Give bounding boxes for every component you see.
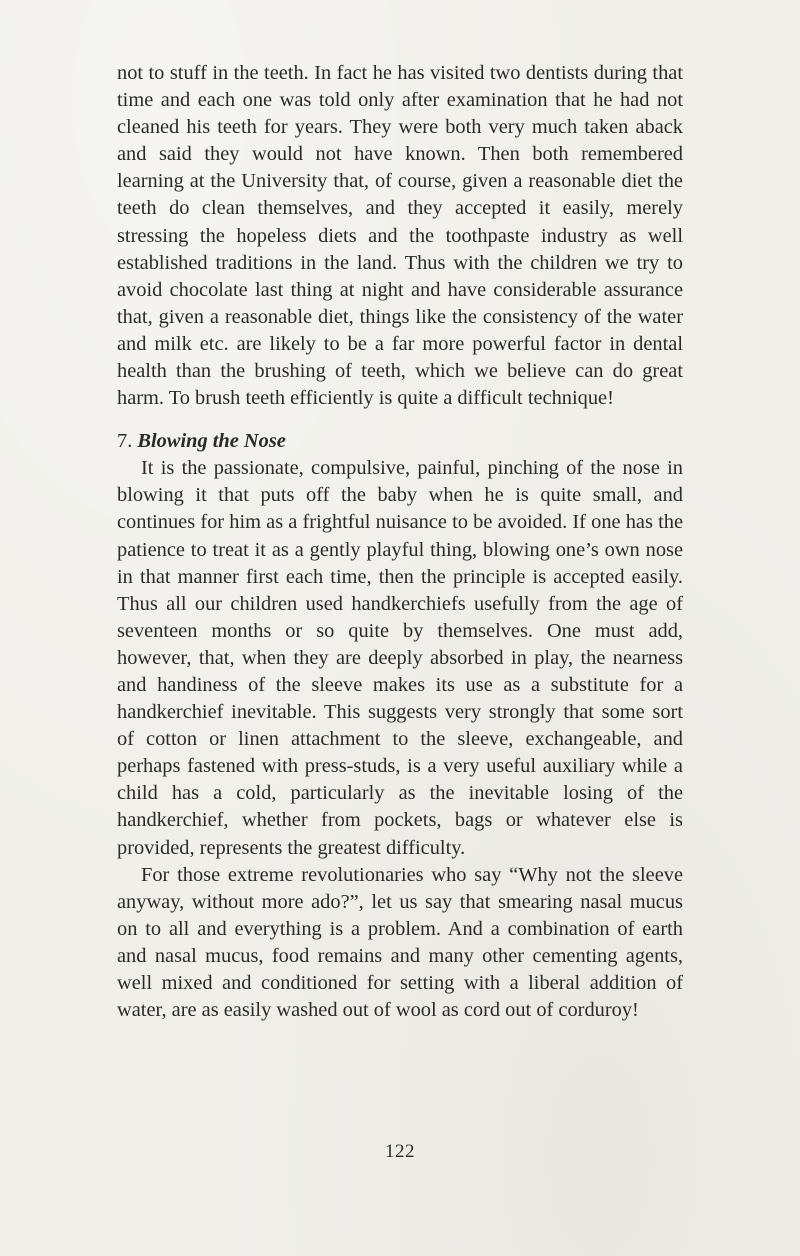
page-number: 122	[385, 1141, 415, 1162]
paragraph-blowing-nose: It is the passionate, compulsive, painful, pinching of the nose in blowing it that puts off the baby when he is quite small, and continues for him as a frightful nuisance to be avoided. If one has the patience to treat it as a gently playful thing, blowing one’s own nose in that manner first each time, then the principle is accepted easily. Thus all our children used handkerchiefs usefully from the age of seventeen months or so quite by themselves. One must add, however, that, when they are deeply absorbed in play, the nearness and handiness of the sleeve makes its use as a substitute for a handkerchief inevitable. This suggests very strongly that some sort of cotton or linen attachment to the sleeve, exchangeable, and perhaps fastened with press-studs, is a very useful auxiliary while a child has a cold, particularly as the inevitable losing of the handkerchief, whether from pockets, bags or whatever else is provided, represents the greatest difficulty.	[117, 457, 683, 859]
section-number: 7.	[117, 430, 133, 453]
paragraph-sleeve: For those extreme revolutionaries who say “Why not the sleeve anyway, without more ado?”, let us say that smearing nasal mucus on to all and everything is a problem. And a combination of earth and nasal mucus, food remains and many other cementing agents, well mixed and conditioned for setting with a liberal addition of water, are as easily washed out of wool as cord out of corduroy!	[117, 863, 683, 1022]
section-title: Blowing the Nose	[137, 430, 286, 453]
section-heading	[117, 428, 683, 455]
paragraph-dental-health: not to stuff in the teeth. In fact he has visited two dentists during that time and each one was told only after examination that he had not cleaned his teeth for years. They were both very much taken aback and said they would not have known. Then both remembered learning at the University that, of course, given a reasonable diet the teeth do clean themselves, and they accepted it easily, merely stressing the hopeless diets and the toothpaste industry as well established traditions in the land. Thus with the children we try to avoid chocolate last thing at night and have considerable assurance that, given a reasonable diet, things like the consistency of the water and milk etc. are likely to be a far more powerful factor in dental health than the brushing of teeth, which we believe can do great harm. To brush teeth efficiently is quite a difficult technique!	[117, 62, 683, 410]
body-text	[117, 60, 683, 1024]
